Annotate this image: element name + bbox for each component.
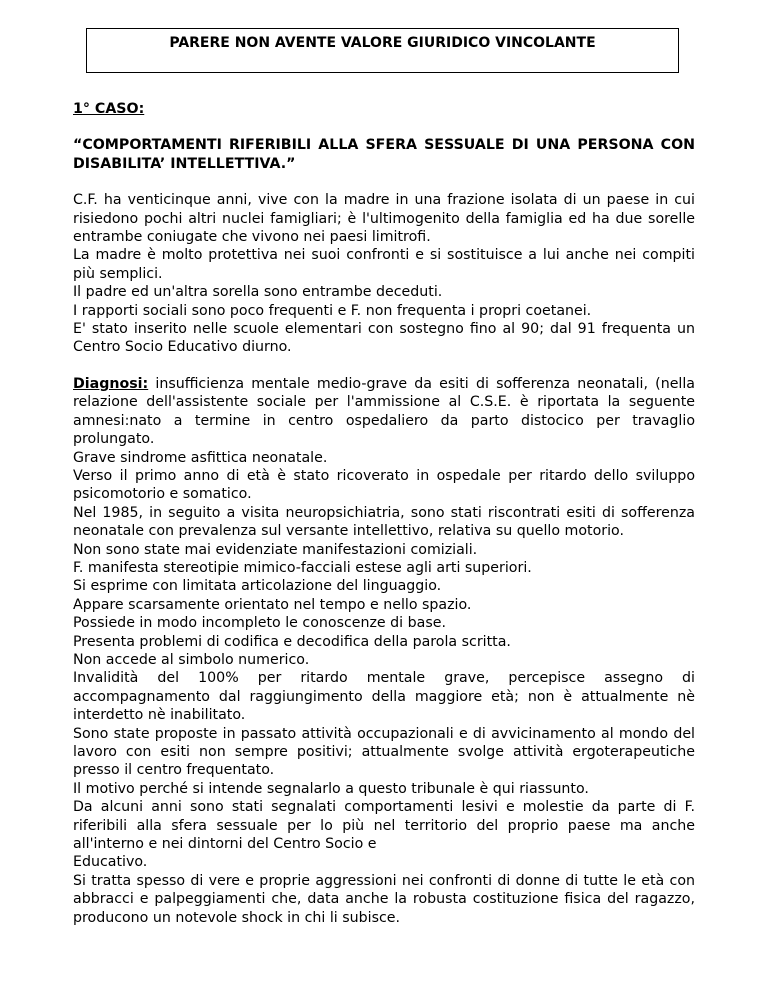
diagnosis-line: Presenta problemi di codifica e decodifica della parola scritta. <box>73 633 511 650</box>
diagnosis-line: Grave sindrome asfittica neonatale. <box>73 449 328 466</box>
diagnosis-line: Da alcuni anni sono stati segnalati comportamenti lesivi e molestie da parte di F. riferibili alla sfera sessuale per lo più nel territorio del proprio paese ma anche all'interno e nei dintorni del Centro Socio e <box>73 799 695 853</box>
diagnosis-text: insufficienza mentale medio-grave da esiti di sofferenza neonatali, (nella relazione dell'assistente sociale per l'ammissione al C.S.E. è riportata la seguente amnesi:nato a termine in centro ospedaliero da parto distocico per travaglio prolungato. <box>73 375 695 448</box>
case-title: “COMPORTAMENTI RIFERIBILI ALLA SFERA SESSUALE DI UNA PERSONA CON DISABILITA’ INTELLETTIVA.” <box>73 137 695 172</box>
intro-line: C.F. ha venticinque anni, vive con la madre in una frazione isolata di un paese in cui risiedono pochi altri nuclei famigliari; è l'ultimogenito della famiglia ed ha due sorelle entrambe coniugate che vivono nei paesi limitrofi. <box>73 192 695 246</box>
diagnosis-line: Non accede al simbolo numerico. <box>73 651 310 668</box>
intro-line: La madre è molto protettiva nei suoi confronti e si sostituisce a lui anche nei compiti più semplici. <box>73 247 695 282</box>
diagnosis-line: Non sono state mai evidenziate manifestazioni comiziali. <box>73 541 478 558</box>
diagnosis-section <box>73 375 695 927</box>
case-label: 1° CASO: <box>73 101 145 117</box>
diagnosis-line: Il motivo perché si intende segnalarlo a questo tribunale è qui riassunto. <box>73 780 589 797</box>
diagnosis-line: Possiede in modo incompleto le conoscenze di base. <box>73 615 446 632</box>
document-body <box>73 100 695 927</box>
diagnosis-line: Educativo. <box>73 854 148 871</box>
intro-line: Il padre ed un'altra sorella sono entrambe deceduti. <box>73 284 443 301</box>
diagnosis-line: Sono state proposte in passato attività occupazionali e di avvicinamento al mondo del lavoro con esiti non sempre positivi; attualmente svolge attività ergoterapeutiche presso il centro frequentato. <box>73 725 695 779</box>
intro-line: I rapporti sociali sono poco frequenti e F. non frequenta i propri coetanei. <box>73 302 592 319</box>
diagnosis-label: Diagnosi: <box>73 375 149 392</box>
diagnosis-first-line <box>73 375 695 449</box>
diagnosis-line: F. manifesta stereotipie mimico-facciali estese agli arti superiori. <box>73 559 532 576</box>
intro-paragraph <box>73 191 695 357</box>
diagnosis-line: Appare scarsamente orientato nel tempo e nello spazio. <box>73 596 472 613</box>
diagnosis-line: Verso il primo anno di età è stato ricoverato in ospedale per ritardo dello sviluppo psicomotorio e somatico. <box>73 467 695 503</box>
diagnosis-line: Si esprime con limitata articolazione del linguaggio. <box>73 578 442 595</box>
diagnosis-line: Si tratta spesso di vere e proprie aggressioni nei confronti di donne di tutte le età con abbracci e palpeggiamenti che, data anche la robusta costituzione fisica del ragazzo, producono un notevole shock in chi li subisce. <box>73 872 695 926</box>
intro-line: E' stato inserito nelle scuole elementari con sostegno fino al 90; dal 91 frequenta un Centro Socio Educativo diurno. <box>73 321 695 356</box>
header-box <box>86 28 679 73</box>
header-title: PARERE NON AVENTE VALORE GIURIDICO VINCOLANTE <box>169 35 596 51</box>
diagnosis-line: Nel 1985, in seguito a visita neuropsichiatria, sono stati riscontrati esiti di sofferenza neonatale con prevalenza sul versante intellettivo, relativa su quello motorio. <box>73 504 695 540</box>
diagnosis-line: Invalidità del 100% per ritardo mentale grave, percepisce assegno di accompagnamento dal raggiungimento della maggiore età; non è attualmente nè interdetto nè inabilitato. <box>73 670 695 724</box>
